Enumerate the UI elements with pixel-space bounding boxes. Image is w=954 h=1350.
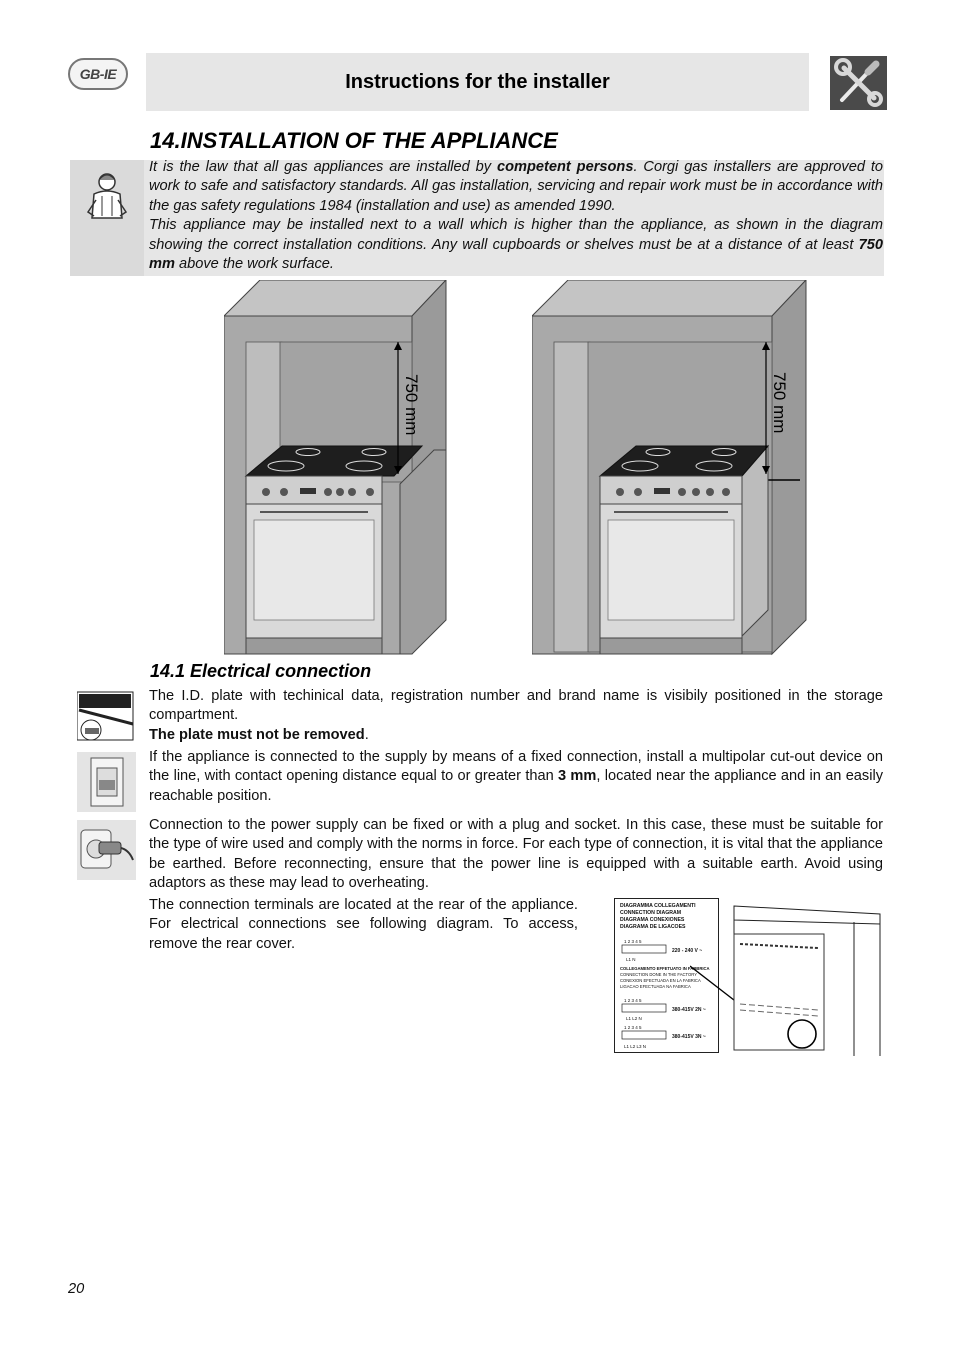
para-fixed-connection bbox=[149, 748, 883, 806]
label-terminals-2: 1 2 3 4 5 bbox=[624, 998, 642, 1003]
gap-value: 3 mm bbox=[558, 768, 597, 785]
label-terminals-1: 1 2 3 4 5 bbox=[624, 939, 642, 944]
intro-p1-bold: competent persons bbox=[497, 159, 634, 175]
id-plate-icon bbox=[77, 690, 136, 750]
installer-icon bbox=[70, 160, 144, 276]
intro-p1-b: . Corgi gas installers are approved to work to safe and satisfactory standards. All gas installation, servicing and repair work must be in accordance with the gas safety regulations 1984 (installation and use) as amended 1990. bbox=[149, 159, 884, 214]
switch-icon bbox=[77, 752, 136, 812]
label-title-pt: DIAGRAMA DE LIGACOES bbox=[620, 924, 686, 930]
para-id-plate-text: The I.D. plate with techinical data, registration number and brand name is visibily positioned in the storage compartment. bbox=[149, 688, 883, 724]
para-terminals bbox=[149, 896, 578, 954]
tools-icon bbox=[830, 56, 887, 110]
intro-p2-bold: 750 mm bbox=[149, 236, 883, 273]
intro-text bbox=[149, 158, 883, 274]
label-factory-it: COLLEGAMENTO EFFETUATO IN FABBRICA bbox=[620, 966, 710, 971]
label-factory-es: CONEXION EFECTUADA EN LA FABRICA bbox=[620, 978, 701, 983]
para-fixed-a: If the appliance is connected to the supply by means of a fixed connection, install a multipolar cut-out device on the line, with contact opening distance equal to or greater than bbox=[149, 749, 883, 785]
label-voltage-3: 380-415V 3N ~ bbox=[672, 1034, 706, 1040]
subsection-title: 14.1 Electrical connection bbox=[150, 661, 372, 681]
plate-warning: The plate must not be removed bbox=[149, 726, 365, 743]
plate-warning-end: . bbox=[364, 726, 369, 743]
label-voltage-1: 220 - 240 V ~ bbox=[672, 948, 703, 954]
rear-cover-diagram bbox=[690, 900, 884, 1063]
label-title-es: DIAGRAMA CONEXIONES bbox=[620, 917, 685, 923]
label-title-en: CONNECTION DIAGRAM bbox=[620, 910, 682, 916]
para-power-supply-text: Connection to the power supply can be fixed or with a plug and socket. In this case, these must be suitable for the type of wire used and comply with the norms in force. For each type of connection, it is vital that the appliance be earthed. Before reconnecting, ensure that the power line is equipped with a suitable earth. Avoid using adaptors as these may lead to overheating. bbox=[149, 817, 883, 891]
label-l3n: L1 L2 L3 N bbox=[624, 1044, 647, 1049]
label-l2n: L1 L2 N bbox=[626, 1016, 642, 1021]
label-terminals-3: 1 2 3 4 5 bbox=[624, 1025, 642, 1030]
label-factory-pt: LIGACAO EFECTUADA NA FABRICA bbox=[620, 984, 691, 989]
region-badge: GB-IE bbox=[68, 58, 128, 90]
para-fixed-b: , located near the appliance and in an easily reachable position. bbox=[149, 768, 884, 804]
header-title: Instructions for the installer bbox=[345, 70, 610, 93]
section-title: 14.INSTALLATION OF THE APPLIANCE bbox=[150, 128, 558, 153]
height-label-right: 750 mm bbox=[770, 372, 789, 434]
label-factory-en: CONNECTION DONE IN THE FACTORY bbox=[620, 972, 698, 977]
page-number: 20 bbox=[68, 1281, 85, 1297]
installation-diagram-right bbox=[532, 280, 808, 661]
para-power-supply bbox=[149, 816, 883, 893]
label-l1n: L1 N bbox=[626, 957, 636, 962]
intro-p2-a: This appliance may be installed next to a wall which is higher than the appliance, as shown in the diagram showing the correct installation conditions. Any wall cupboards or shelves must be at a distance of at least bbox=[149, 217, 883, 253]
height-label-left: 750 mm bbox=[402, 374, 421, 436]
installation-diagram-left bbox=[224, 280, 448, 661]
intro-p1-a: It is the law that all gas appliances are installed by bbox=[149, 159, 497, 175]
label-voltage-2: 380-415V 2N ~ bbox=[672, 1007, 706, 1013]
para-id-plate bbox=[149, 687, 883, 745]
para-terminals-text: The connection terminals are located at the rear of the appliance. For electrical connections see following diagram. To access, remove the rear cover. bbox=[149, 897, 578, 952]
plug-icon bbox=[77, 820, 136, 880]
intro-p2-b: above the work surface. bbox=[174, 256, 334, 273]
label-title-it: DIAGRAMMA COLLEGAMENTI bbox=[620, 903, 696, 909]
